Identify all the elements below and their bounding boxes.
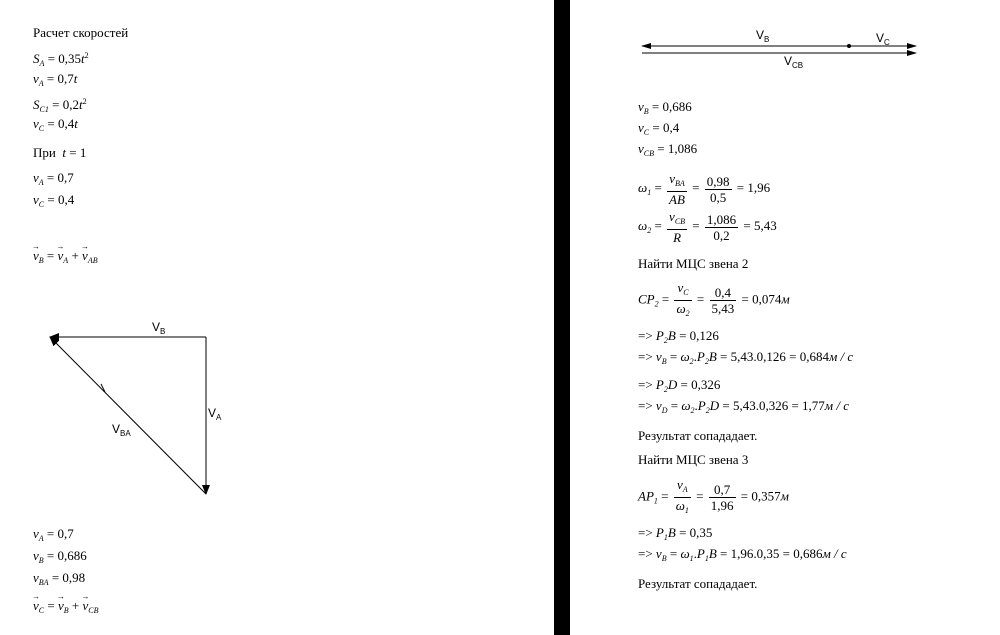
eq-ap1: $AP_1$ = $\frac{v_A}{\omega_1}$ = $\frac{0,7}{1,96}$ = 0,357м — [638, 477, 789, 515]
result-text-1: Результат сопададает. — [638, 428, 758, 443]
label-vb: $V_B$ — [152, 320, 166, 336]
eq-vector-vb: → $v_B$ = → $v_A$ + → $v_{AB}$ — [33, 248, 98, 269]
label-line-vcb: $V_{CB}$ — [784, 54, 804, 70]
label-line-vb: $V_B$ — [756, 28, 770, 44]
page-divider — [554, 0, 570, 635]
eq-p2b: => $P_2B = 0,126$ — [638, 328, 719, 345]
right-page — [570, 0, 1000, 635]
eq-vb: $v_B = 0,686$ — [638, 99, 692, 116]
eq-p2d: => $P_2D = 0,326$ — [638, 377, 721, 394]
eq-res-vb: $v_B = 0,686$ — [33, 548, 87, 565]
eq-vd-calc: => $v_D = \omega_2.P_2D = 5,43.0,326 = 1,77м / с$ — [638, 398, 849, 415]
section-title: Расчет скоростей — [33, 25, 129, 40]
eq-vcb: $v_{CB} = 1,086$ — [638, 141, 698, 158]
eq-res-va: $v_A = 0,7$ — [33, 526, 74, 543]
label-va: $V_A$ — [208, 406, 222, 422]
eq-vc: $v_C = 0,4$ — [638, 120, 680, 137]
eq-at-t: При t = 1 — [33, 145, 87, 160]
heading-mcs-2: Найти МЦС звена 2 — [638, 256, 749, 271]
eq-omega1: $\omega_1$ = $\frac{v_{BA}}{AB}$ = $\frac{0,98}{0,5}$ = 1,96 — [638, 171, 771, 207]
eq-omega2: $\omega_2$ = $\frac{v_{CB}}{R}$ = $\frac{1,086}{0,2}$ = 5,43 — [638, 209, 777, 245]
label-line-vc: $V_C$ — [876, 31, 890, 47]
eq-vector-vc: → $v_C$ = → $v_B$ + → $v_{CB}$ — [33, 598, 99, 619]
vector-vba-line — [50, 337, 206, 494]
eq-cp2: $CP_2$ = $\frac{v_C}{\omega_2}$ = $\frac{0,4}{5,43}$ = 0,074м — [638, 280, 790, 318]
eq-sa: $S_A = 0,35t^2$ — [33, 51, 89, 68]
eq-vc: $v_C = 0,4t$ — [33, 116, 78, 133]
eq-vb-calc-2: => $v_B = \omega_1.P_1B = 1,96.0,35 = 0,686м / с$ — [638, 546, 847, 563]
eq-vb-calc: => $v_B = \omega_2.P_2B = 5,43.0,126 = 0,684м / с$ — [638, 349, 854, 366]
eq-va: $v_A = 0,7t$ — [33, 71, 78, 88]
label-vba: $V_{BA}$ — [112, 422, 131, 438]
eq-res-vba: $v_{BA} = 0,98$ — [33, 570, 86, 587]
eq-p1b: => $P_1B = 0,35$ — [638, 525, 713, 542]
eq-vc-value: $v_C = 0,4$ — [33, 192, 75, 209]
result-text-2: Результат сопададает. — [638, 576, 758, 591]
point-dot — [847, 44, 851, 48]
heading-mcs-3: Найти МЦС звена 3 — [638, 452, 749, 467]
eq-sc1: $S_{C1} = 0,2t^2$ — [33, 97, 87, 114]
eq-va-value: $v_A = 0,7$ — [33, 170, 74, 187]
